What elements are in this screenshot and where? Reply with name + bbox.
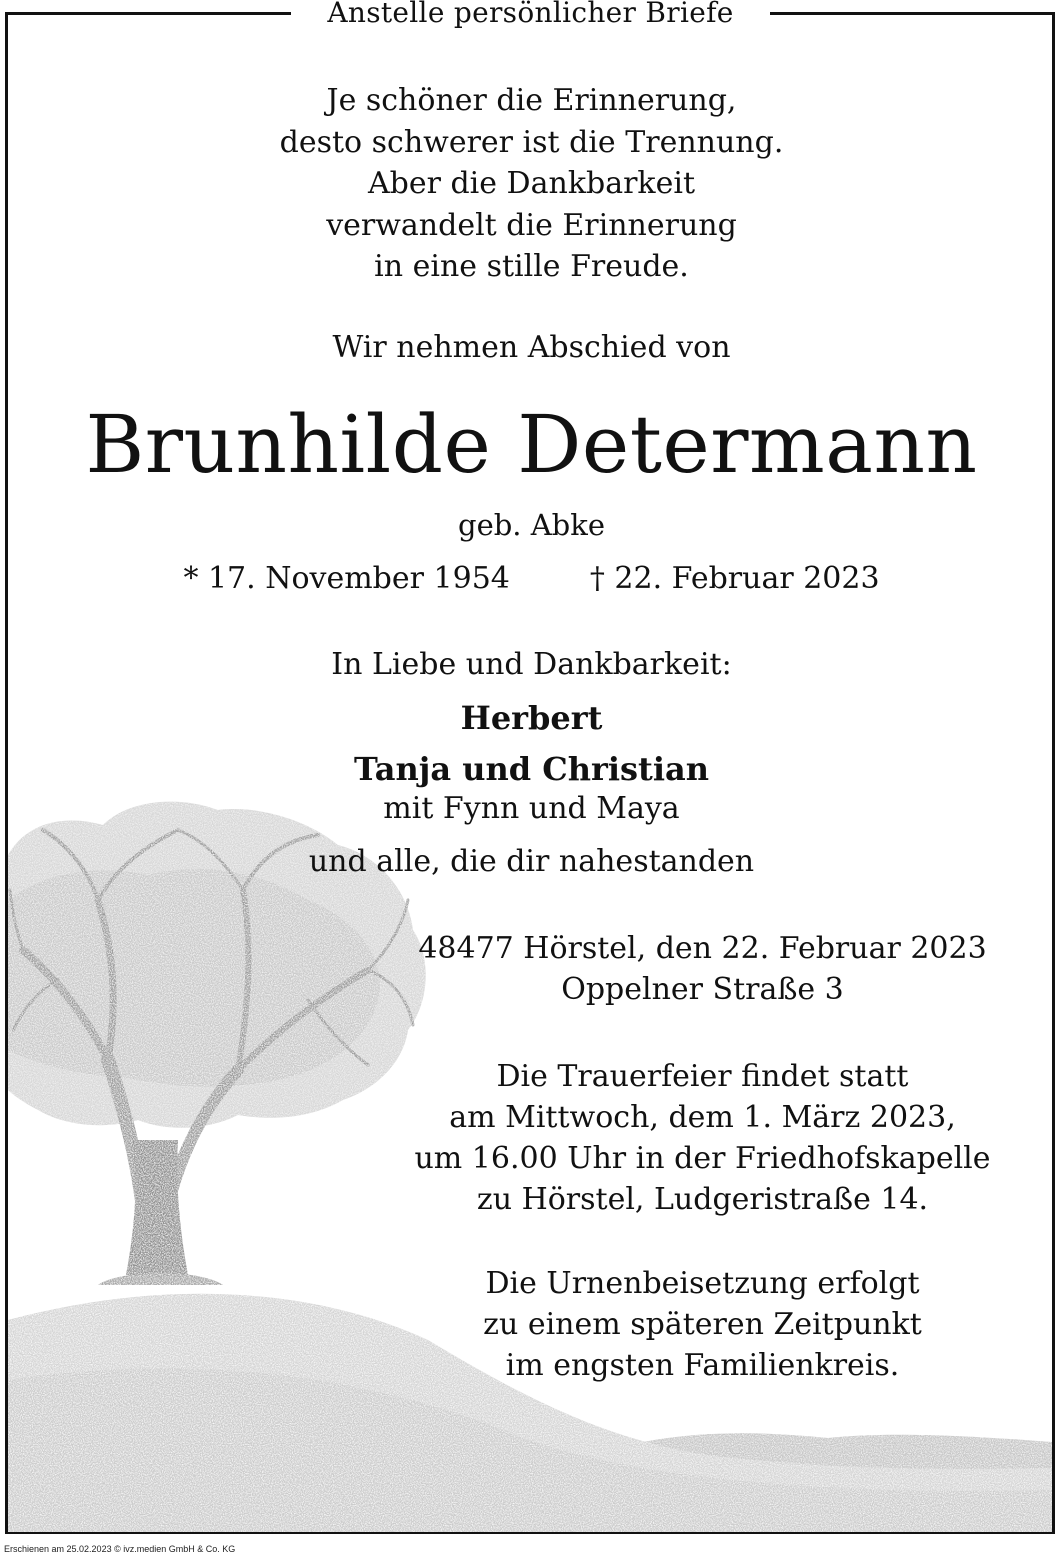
street-address: Oppelner Straße 3 (561, 972, 844, 1007)
mourner-others: und alle, die dir nahestanden (308, 844, 755, 879)
farewell-line: Wir nehmen Abschied von (332, 330, 731, 365)
ceremony-line: zu Hörstel, Ludgeristraße 14. (476, 1182, 929, 1217)
poem-line: in eine stille Freude. (374, 249, 689, 284)
ceremony-line: um 16.00 Uhr in der Friedhofskapelle (414, 1141, 991, 1176)
life-dates (0, 561, 1063, 596)
place-date: 48477 Hörstel, den 22. Februar 2023 (418, 931, 987, 966)
header-title: Anstelle persönlicher Briefe (327, 0, 734, 29)
mourner-children: Tanja und Christian (354, 750, 709, 788)
mourners-intro: In Liebe und Dankbarkeit: (331, 647, 732, 682)
urn-line: zu einem späteren Zeitpunkt (483, 1307, 922, 1342)
mourner-primary: Herbert (460, 699, 603, 737)
urn-line: Die Urnenbeisetzung erfolgt (485, 1266, 920, 1301)
urn-burial-info (400, 1263, 1005, 1386)
mourner-grandchildren: mit Fynn und Maya (383, 791, 680, 826)
poem-line: verwandelt die Erinnerung (326, 207, 737, 243)
poem-line: desto schwerer ist die Trennung. (279, 124, 784, 160)
top-rule-left (5, 12, 291, 15)
ceremony-line: am Mittwoch, dem 1. März 2023, (449, 1100, 956, 1135)
address (400, 928, 1005, 1010)
ceremony-info (400, 1056, 1005, 1220)
urn-line: im engsten Familienkreis. (505, 1348, 900, 1383)
death-date: † 22. Februar 2023 (589, 561, 880, 596)
birth-name: geb. Abke (458, 508, 605, 542)
poem (0, 80, 1063, 288)
ceremony-line: Die Trauerfeier findet statt (496, 1059, 909, 1094)
mourners (0, 646, 1063, 883)
poem-line: Je schöner die Erinnerung, (326, 83, 737, 118)
deceased-name: Brunhilde Determann (85, 398, 978, 491)
birth-date: * 17. November 1954 (183, 561, 510, 596)
poem-line: Aber die Dankbarkeit (367, 166, 696, 201)
top-rule-right (770, 12, 1055, 15)
publication-footer: Erschienen am 25.02.2023 © ivz.medien GmbH & Co. KG (4, 1544, 236, 1554)
